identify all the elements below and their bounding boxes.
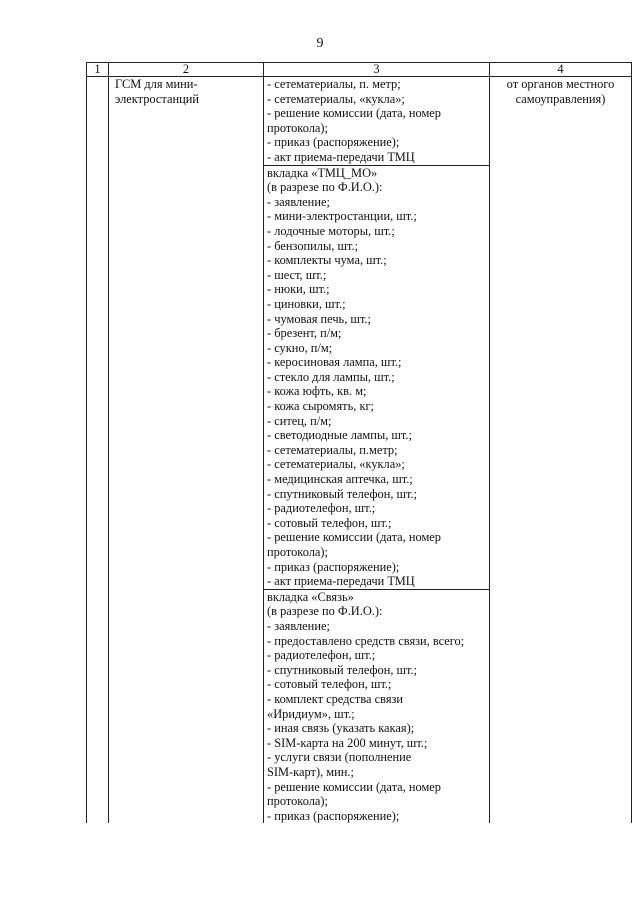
section-3-list bbox=[267, 590, 486, 824]
list-item: - кожа юфть, кв. м; bbox=[267, 384, 367, 399]
list-item: - циновки, шт.; bbox=[267, 296, 346, 311]
list-item: - спутниковый телефон, шт.; bbox=[267, 662, 418, 677]
list-item: - SIM-карта на 200 минут, шт.; bbox=[267, 735, 428, 750]
section-3-cell bbox=[264, 589, 490, 823]
list-item: - ситец, п/м; bbox=[267, 413, 332, 428]
list-item: - приказ (распоряжение); bbox=[267, 808, 400, 823]
list-item: (в разрезе по Ф.И.О.): bbox=[267, 180, 383, 195]
list-item: - сотовый телефон, шт.; bbox=[267, 677, 392, 692]
list-item: - медицинская аптечка, шт.; bbox=[267, 472, 413, 487]
table-row bbox=[87, 77, 632, 166]
list-item: - брезент, п/м; bbox=[267, 326, 342, 341]
cell-col4 bbox=[490, 77, 632, 824]
list-item: - сетематериалы, «кукла»; bbox=[267, 457, 405, 472]
list-item: - светодиодные лампы, шт.; bbox=[267, 428, 412, 443]
list-item: - предоставлено средств связи, всего; bbox=[267, 633, 465, 648]
list-item: - спутниковый телефон, шт.; bbox=[267, 486, 418, 501]
list-item: - комплект средства связи bbox=[267, 691, 404, 706]
section-2-list bbox=[267, 166, 486, 589]
column-number-3: 3 bbox=[264, 63, 490, 77]
list-item: вкладка «Связь» bbox=[267, 589, 354, 604]
cell-col2-line: ГСМ для мини- bbox=[115, 77, 198, 91]
column-number-4: 4 bbox=[490, 63, 632, 77]
cell-col2 bbox=[109, 77, 264, 824]
document-table bbox=[86, 62, 632, 823]
list-item: протокола); bbox=[267, 120, 328, 135]
list-item: - сотовый телефон, шт.; bbox=[267, 515, 392, 530]
list-item: - заявление; bbox=[267, 618, 330, 633]
list-item: - радиотелефон, шт.; bbox=[267, 501, 376, 516]
list-item: - бензопилы, шт.; bbox=[267, 238, 359, 253]
list-item: - радиотелефон, шт.; bbox=[267, 648, 376, 663]
list-item: - решение комиссии (дата, номер bbox=[267, 106, 441, 121]
list-item: SIM-карт), мин.; bbox=[267, 764, 354, 779]
list-item: - услуги связи (пополнение bbox=[267, 750, 412, 765]
list-item: протокола); bbox=[267, 794, 328, 809]
list-item: - акт приема-передачи ТМЦ bbox=[267, 574, 415, 589]
list-item: - сетематериалы, п.метр; bbox=[267, 442, 398, 457]
list-item: - мини-электростанции, шт.; bbox=[267, 209, 417, 224]
list-item: - чумовая печь, шт.; bbox=[267, 311, 371, 326]
list-item: - кожа сыромять, кг; bbox=[267, 399, 374, 414]
page-number: 9 bbox=[316, 36, 324, 51]
list-item: - иная связь (указать какая); bbox=[267, 721, 415, 736]
list-item: - акт приема-передачи ТМЦ bbox=[267, 149, 415, 164]
column-number-1: 1 bbox=[87, 63, 109, 77]
section-2-cell bbox=[264, 165, 490, 589]
list-item: - сукно, п/м; bbox=[267, 340, 333, 355]
list-item: - сетематериалы, п. метр; bbox=[267, 77, 401, 91]
list-item: - решение комиссии (дата, номер bbox=[267, 530, 441, 545]
list-item: - решение комиссии (дата, номер bbox=[267, 779, 441, 794]
list-item: - керосиновая лампа, шт.; bbox=[267, 355, 402, 370]
list-item: (в разрезе по Ф.И.О.): bbox=[267, 604, 383, 619]
section-1-list bbox=[267, 77, 486, 165]
list-item: - лодочные моторы, шт.; bbox=[267, 223, 395, 238]
list-item: «Иридиум», шт.; bbox=[267, 706, 355, 721]
list-item: - заявление; bbox=[267, 194, 330, 209]
list-item: - шест, шт.; bbox=[267, 267, 327, 282]
list-item: - нюки, шт.; bbox=[267, 282, 330, 297]
cell-col4-line: от органов местного bbox=[506, 77, 615, 91]
list-item: - комплекты чума, шт.; bbox=[267, 253, 387, 268]
table-header-row bbox=[87, 63, 632, 77]
cell-col4-line: самоуправления) bbox=[515, 91, 606, 106]
list-item: - приказ (распоряжение); bbox=[267, 559, 400, 574]
cell-col1 bbox=[87, 77, 109, 824]
section-1-cell bbox=[264, 77, 490, 166]
list-item: протокола); bbox=[267, 545, 328, 559]
column-number-2: 2 bbox=[109, 63, 264, 77]
list-item: - стекло для лампы, шт.; bbox=[267, 369, 395, 384]
cell-col2-line: электростанций bbox=[115, 91, 199, 106]
list-item: - сетематериалы, «кукла»; bbox=[267, 91, 405, 106]
list-item: - приказ (распоряжение); bbox=[267, 135, 400, 150]
list-item: вкладка «ТМЦ_МО» bbox=[267, 165, 378, 180]
